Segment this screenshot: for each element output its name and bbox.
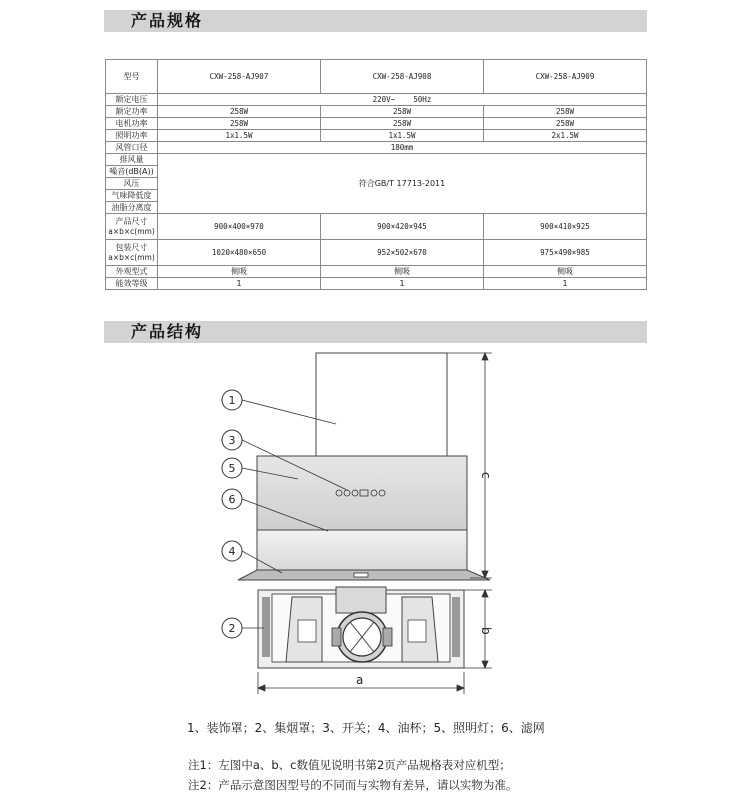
spec-table <box>105 59 647 290</box>
efficiency-2: 1 <box>321 278 484 290</box>
standard-row-label-4: 气味降低度 <box>106 190 158 202</box>
table-row-model <box>106 60 647 94</box>
table-row-light-power <box>106 130 647 142</box>
motor-power-1: 258W <box>158 118 321 130</box>
duct-diameter-label: 风管口径 <box>106 142 158 154</box>
rated-power-1: 258W <box>158 106 321 118</box>
appearance-1: 侧吸 <box>158 266 321 278</box>
note-2: 注2：产品示意图因型号的不同而与实物有差异，请以实物为准。 <box>188 778 518 792</box>
package-size-label-line1: 包装尺寸 <box>115 242 148 252</box>
callout-label-6: 6 <box>228 493 236 506</box>
table-row-rated-power <box>106 106 647 118</box>
standard-value: 符合GB/T 17713-2011 <box>158 154 647 214</box>
product-size-1: 900×400×970 <box>158 214 321 240</box>
appearance-2: 侧吸 <box>321 266 484 278</box>
light-power-2: 1x1.5W <box>321 130 484 142</box>
duct-diameter-value: 180mm <box>158 142 647 154</box>
motor-power-label: 电机功率 <box>106 118 158 130</box>
callout-label-1: 1 <box>228 394 236 407</box>
callout-label-2: 2 <box>228 622 236 635</box>
light-power-3: 2x1.5W <box>484 130 647 142</box>
appearance-label: 外观型式 <box>106 266 158 278</box>
table-row-product-size <box>106 214 647 240</box>
standard-row-label-1: 排风量 <box>106 154 158 166</box>
lower-panel <box>257 530 467 570</box>
motor-power-2: 258W <box>321 118 484 130</box>
table-row-package-size <box>106 240 647 266</box>
table-row-efficiency <box>106 278 647 290</box>
rated-power-3: 258W <box>484 106 647 118</box>
oil-cup <box>354 573 368 577</box>
dim-label-b: b <box>479 627 493 635</box>
rated-voltage-value: 220V~ 50Hz <box>158 94 647 106</box>
table-row-appearance <box>106 266 647 278</box>
decorative-cover <box>316 353 447 456</box>
efficiency-3: 1 <box>484 278 647 290</box>
callout-label-4: 4 <box>228 545 236 558</box>
package-size-label <box>106 240 158 266</box>
model-2: CXW-258-AJ908 <box>321 60 484 94</box>
structure-section-title: 产品结构 <box>131 322 204 341</box>
efficiency-label: 能效等级 <box>106 278 158 290</box>
product-size-label-line1: 产品尺寸 <box>115 216 148 226</box>
table-row-exhaust <box>106 154 647 166</box>
bottom-view <box>258 587 464 668</box>
table-row-duct-diameter <box>106 142 647 154</box>
table-row-rated-voltage <box>106 94 647 106</box>
model-3: CXW-258-AJ909 <box>484 60 647 94</box>
light-power-label: 照明功率 <box>106 130 158 142</box>
rated-power-label: 额定功率 <box>106 106 158 118</box>
model-label: 型号 <box>106 60 158 94</box>
dim-label-c: c <box>479 472 493 479</box>
product-size-3: 900×410×925 <box>484 214 647 240</box>
range-hood-diagram <box>0 340 750 710</box>
product-size-label-line2: a×b×c(mm) <box>108 226 155 236</box>
note-1: 注1：左图中a、b、c数值见说明书第2页产品规格表对应机型； <box>188 758 511 772</box>
callout-label-5: 5 <box>228 462 236 475</box>
glass-panel <box>257 456 467 530</box>
parts-legend: 1、装饰罩；2、集烟罩；3、开关；4、油杯；5、照明灯；6、滤网 <box>187 721 545 735</box>
rated-power-2: 258W <box>321 106 484 118</box>
standard-row-label-3: 风压 <box>106 178 158 190</box>
dim-label-a: a <box>356 673 364 687</box>
package-size-label-line2: a×b×c(mm) <box>108 252 155 262</box>
callout-label-3: 3 <box>228 434 236 447</box>
rated-voltage-label: 额定电压 <box>106 94 158 106</box>
standard-row-label-5: 油脂分离度 <box>106 202 158 214</box>
model-1: CXW-258-AJ907 <box>158 60 321 94</box>
package-size-1: 1020×480×650 <box>158 240 321 266</box>
spec-section-title: 产品规格 <box>131 11 204 30</box>
product-size-label <box>106 214 158 240</box>
light-power-1: 1x1.5W <box>158 130 321 142</box>
table-row-motor-power <box>106 118 647 130</box>
appearance-3: 侧吸 <box>484 266 647 278</box>
product-size-2: 900×420×945 <box>321 214 484 240</box>
spec-section-header <box>104 10 647 32</box>
efficiency-1: 1 <box>158 278 321 290</box>
package-size-2: 952×502×670 <box>321 240 484 266</box>
package-size-3: 975×490×985 <box>484 240 647 266</box>
motor-power-3: 258W <box>484 118 647 130</box>
standard-row-label-2: 噪音(dB(A)) <box>106 166 158 178</box>
